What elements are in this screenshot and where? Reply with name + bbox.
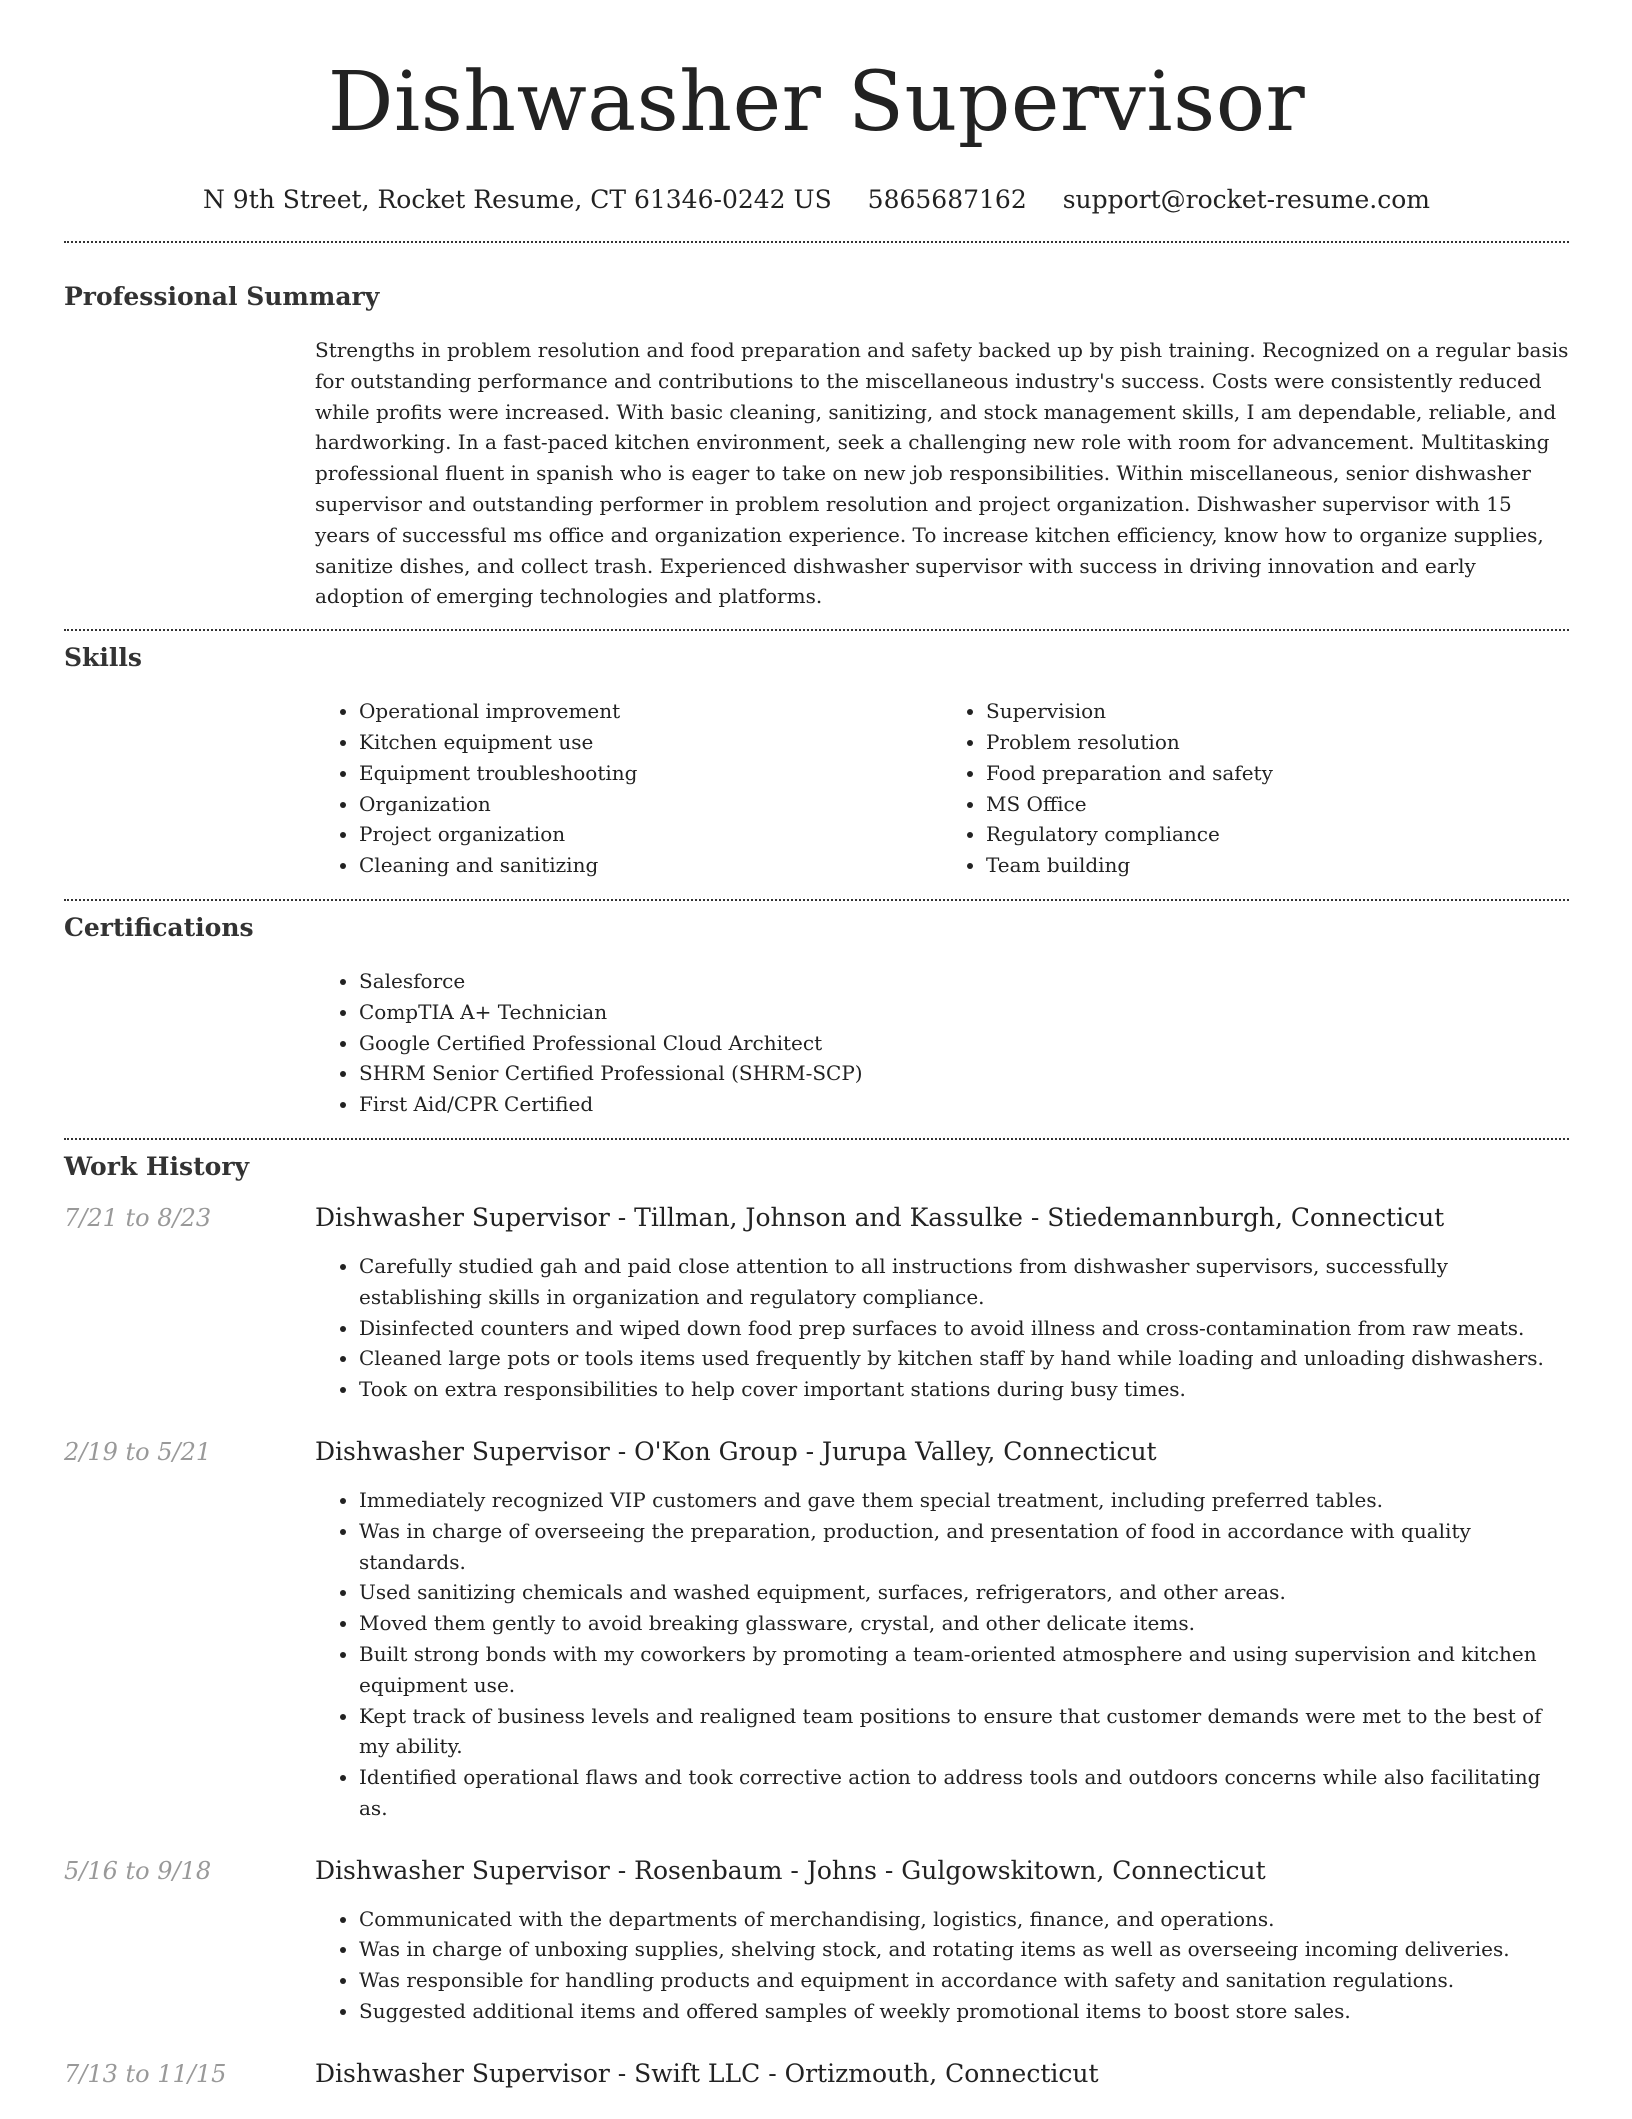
list-item: • Project organization: [359, 819, 942, 850]
job-header: [64, 1856, 1569, 1886]
job-dates: 2/19 to 5/21: [64, 1437, 212, 1466]
list-item: • First Aid/CPR Certified: [359, 1089, 1569, 1120]
list-item: • Communicated with the departments of merchandising, logistics, finance, and operations.: [359, 1904, 1569, 1935]
job-entry: [64, 1203, 1569, 1405]
list-item: • Problem resolution: [986, 727, 1569, 758]
divider: [64, 629, 1569, 631]
list-item: • Supervision: [986, 696, 1569, 727]
list-item: • Regulatory compliance: [986, 819, 1569, 850]
job-title: Dishwasher Supervisor - Rosenbaum - Johns - Gulgowskitown, Connecticut: [315, 1855, 1266, 1885]
job-header: [64, 1437, 1569, 1467]
job-header: [64, 2059, 1569, 2089]
list-item: • Food preparation and safety: [986, 758, 1569, 789]
divider: [64, 1138, 1569, 1140]
job-entry: [64, 2059, 1569, 2089]
resume-name: Dishwasher Supervisor: [327, 55, 1306, 150]
list-item: • CompTIA A+ Technician: [359, 997, 1569, 1028]
job-dates: 7/21 to 8/23: [64, 1203, 212, 1232]
skills-section: [64, 642, 1569, 881]
skills-list-left: [315, 696, 942, 881]
certifications-section: [64, 912, 1569, 1120]
list-item: • Suggested additional items and offered samples of weekly promotional items to boost store sales.: [359, 1996, 1569, 2027]
list-item: • Kitchen equipment use: [359, 727, 942, 758]
list-item: • Operational improvement: [359, 696, 942, 727]
list-item: • Salesforce: [359, 966, 1569, 997]
contact-line: [64, 184, 1569, 216]
contact-email: support@rocket-resume.com: [1062, 185, 1430, 214]
job-bullets: [315, 1251, 1569, 1405]
certifications-heading: Certifications: [64, 912, 254, 942]
resume-page: [64, 0, 1569, 2119]
list-item: • Used sanitizing chemicals and washed equipment, surfaces, refrigerators, and other areas.: [359, 1577, 1569, 1608]
job-dates: 5/16 to 9/18: [64, 1856, 212, 1885]
list-item: • Kept track of business levels and realigned team positions to ensure that customer demands were met to the best of my ability.: [359, 1701, 1569, 1763]
contact-address: N 9th Street, Rocket Resume, CT 61346-0242 US: [202, 185, 832, 214]
skills-body: [315, 696, 1569, 881]
list-item: • Team building: [986, 850, 1569, 881]
list-item: • Built strong bonds with my coworkers by promoting a team-oriented atmosphere and using supervision and kitchen equipment use.: [359, 1639, 1569, 1701]
certifications-body: [315, 966, 1569, 1120]
contact-phone: 5865687162: [867, 185, 1027, 214]
work-heading: Work History: [64, 1151, 250, 1181]
certifications-list: [315, 966, 1569, 1120]
summary-body: [315, 335, 1569, 612]
list-item: • Was in charge of unboxing supplies, shelving stock, and rotating items as well as overseeing incoming deliveries.: [359, 1934, 1569, 1965]
summary-text: Strengths in problem resolution and food preparation and safety backed up by pish training. Recognized on a regular basis for outstanding performance and contributions to the miscellaneous industry's success. Costs were consistently reduced while profits were increased. With basic cleaning, sanitizing, and stock management skills, I am dependable, reliable, and hardworking. In a fast-paced kitchen environment, seek a challenging new role with room for advancement. Multitasking professional fluent in spanish who is eager to take on new job responsibilities. Within miscellaneous, senior dishwasher supervisor and outstanding performer in problem resolution and project organization. Dishwasher supervisor with 15 years of successful ms office and organization experience. To increase kitchen efficiency, know how to organize supplies, sanitize dishes, and collect trash. Experienced dishwasher supervisor with success in driving innovation and early adoption of emerging technologies and platforms.: [315, 338, 1569, 609]
job-entry: [64, 1856, 1569, 2027]
list-item: • Took on extra responsibilities to help cover important stations during busy times.: [359, 1374, 1569, 1405]
work-section: [64, 1151, 1569, 2089]
list-item: • Identified operational flaws and took corrective action to address tools and outdoors concerns while also facilitating as.: [359, 1762, 1569, 1824]
skills-heading: Skills: [64, 643, 142, 673]
list-item: • Cleaning and sanitizing: [359, 850, 942, 881]
list-item: • Moved them gently to avoid breaking glassware, crystal, and other delicate items.: [359, 1608, 1569, 1639]
job-dates: 7/13 to 11/15: [64, 2059, 227, 2088]
list-item: • Cleaned large pots or tools items used frequently by kitchen staff by hand while loading and unloading dishwashers.: [359, 1343, 1569, 1374]
list-item: • Google Certified Professional Cloud Architect: [359, 1028, 1569, 1059]
job-entry: [64, 1437, 1569, 1824]
list-item: • Carefully studied gah and paid close attention to all instructions from dishwasher supervisors, successfully establishing skills in organization and regulatory compliance.: [359, 1251, 1569, 1313]
summary-section: [64, 281, 1569, 612]
list-item: • Immediately recognized VIP customers and gave them special treatment, including preferred tables.: [359, 1485, 1569, 1516]
list-item: • Was responsible for handling products and equipment in accordance with safety and sanitation regulations.: [359, 1965, 1569, 1996]
job-title: Dishwasher Supervisor - Tillman, Johnson and Kassulke - Stiedemannburgh, Connecticut: [315, 1202, 1445, 1232]
job-title: Dishwasher Supervisor - Swift LLC - Ortizmouth, Connecticut: [315, 2058, 1099, 2088]
summary-heading: Professional Summary: [64, 282, 380, 311]
divider: [64, 899, 1569, 901]
job-header: [64, 1203, 1569, 1233]
skills-list-right: [942, 696, 1569, 881]
list-item: • Equipment troubleshooting: [359, 758, 942, 789]
divider: [64, 241, 1569, 243]
job-bullets: [315, 1904, 1569, 2027]
job-bullets: [315, 1485, 1569, 1824]
job-title: Dishwasher Supervisor - O'Kon Group - Jurupa Valley, Connecticut: [315, 1436, 1157, 1466]
list-item: • MS Office: [986, 789, 1569, 820]
list-item: • Was in charge of overseeing the preparation, production, and presentation of food in accordance with quality standards.: [359, 1516, 1569, 1578]
list-item: • Organization: [359, 789, 942, 820]
list-item: • Disinfected counters and wiped down food prep surfaces to avoid illness and cross-contamination from raw meats.: [359, 1313, 1569, 1344]
list-item: • SHRM Senior Certified Professional (SHRM-SCP): [359, 1058, 1569, 1089]
